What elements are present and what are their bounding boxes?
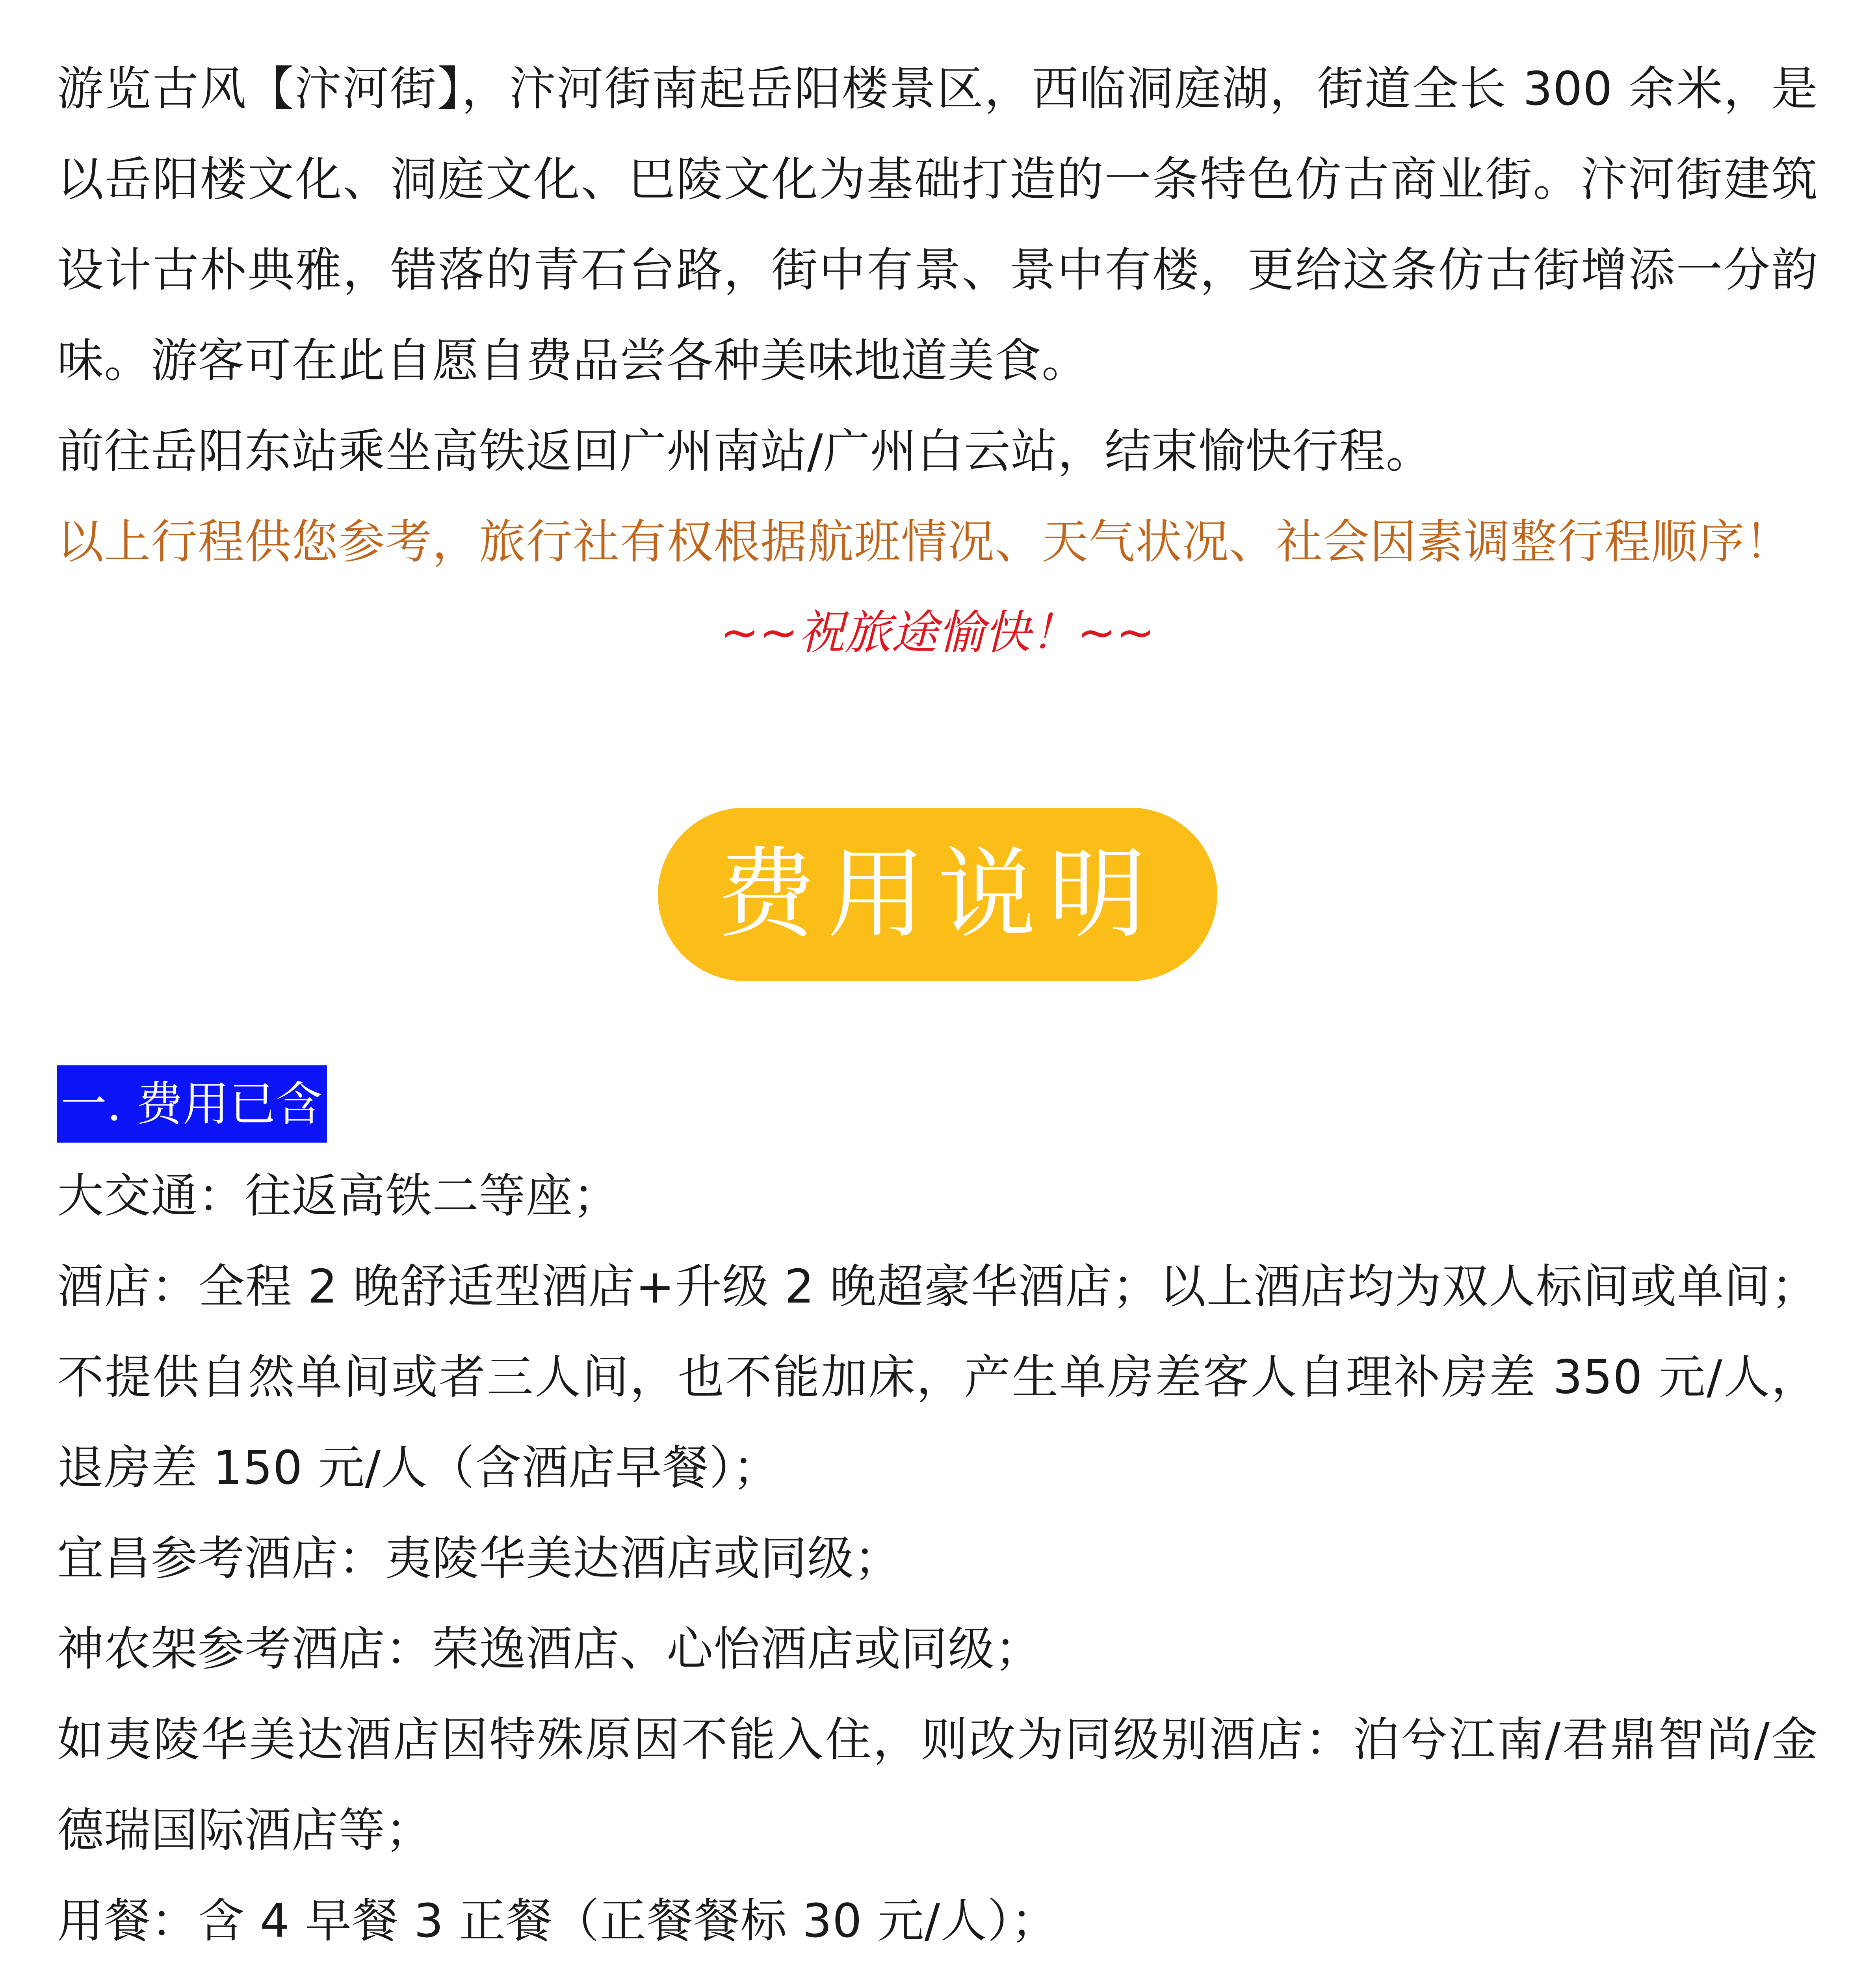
itinerary-note: 以上行程供您参考，旅行社有权根据航班情况、天气状况、社会因素调整行程顺序！: [57, 515, 1792, 569]
travel-wish: ~~祝旅途愉快！~~: [720, 605, 1155, 660]
included-item: 神农架参考酒店：荣逸酒店、心怡酒店或同级；: [57, 1622, 1042, 1676]
fee-section-title: 费用说明: [658, 808, 1217, 981]
included-item: [57, 1966, 1818, 1970]
included-item: 酒店：全程 2 晚舒适型酒店+升级 2 晚超豪华酒店；以上酒店均为双人标间或单间；不提供自然单间或者三人间，也不能加床，产生单房差客人自理补房差 350 元/人，退房差 150 元/人（含酒店早餐）；: [57, 1259, 1818, 1495]
included-heading: 一. 费用已含: [57, 1065, 327, 1143]
included-heading-row: [57, 1064, 1818, 1150]
included-item: 宜昌参考酒店：夷陵华美达酒店或同级；: [57, 1531, 901, 1585]
included-item: 用餐：含 4 早餐 3 正餐（正餐餐标 30 元/人）；: [57, 1894, 1058, 1948]
return-trip-text: 前往岳阳东站乘坐高铁返回广州南站/广州白云站，结束愉快行程。: [57, 424, 1433, 478]
intro-paragraph: 游览古风【汴河街】，汴河街南起岳阳楼景区，西临洞庭湖，街道全长 300 余米，是以岳阳楼文化、洞庭文化、巴陵文化为基础打造的一条特色仿古商业街。汴河街建筑设计古朴典雅，错落的青石台路，街中有景、景中有楼，更给这条仿古街增添一分韵味。游客可在此自愿自费品尝各种美味地道美食。: [57, 61, 1818, 388]
fee-section-banner: [57, 808, 1818, 981]
itinerary-document: [57, 43, 1818, 1970]
included-item: 大交通：往返高铁二等座；: [57, 1169, 620, 1223]
included-item: 如夷陵华美达酒店因特殊原因不能入住，则改为同级别酒店：泊兮江南/君鼎智尚/金德瑞国际酒店等；: [57, 1712, 1818, 1857]
